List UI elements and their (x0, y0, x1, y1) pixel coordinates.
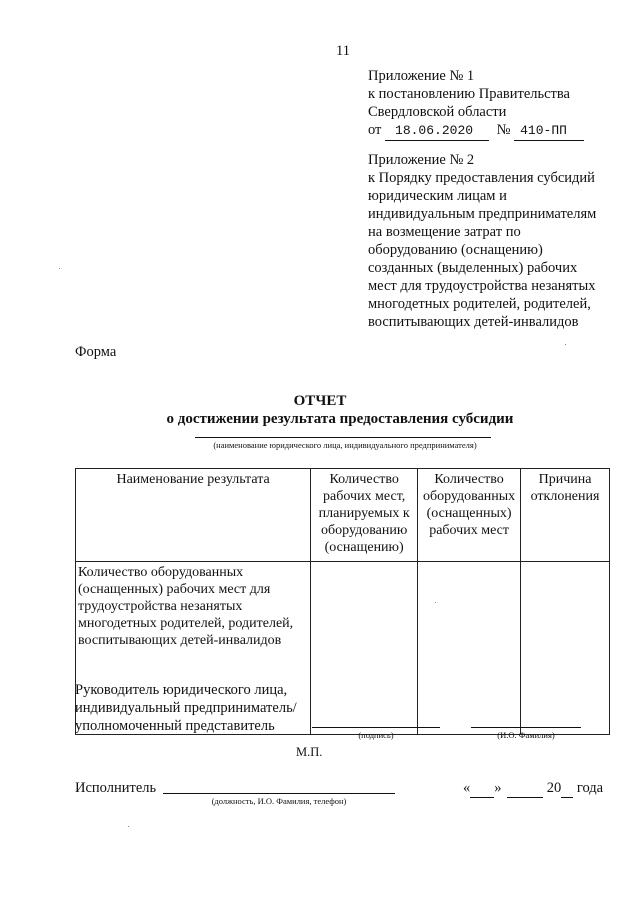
org-name-line (195, 437, 491, 438)
appendix2-line: созданных (выделенных) рабочих (368, 260, 578, 276)
year-blank (561, 779, 573, 798)
appendix2-line: Приложение № 2 (368, 152, 475, 168)
scan-speck (565, 344, 566, 345)
from-label: от (368, 122, 382, 138)
appendix2-block (368, 151, 596, 331)
scan-speck (59, 268, 60, 269)
appendix2-line: многодетных родителей, родителей, (368, 296, 591, 312)
seal-place: М.П. (296, 745, 323, 759)
cell-result-name: Количество оборудованных (оснащенных) рабочих мест для трудоустройства незанятых многодетных родителей, родителей, воспитывающих детей-инвалидов (76, 562, 311, 735)
date-block (463, 779, 603, 798)
scan-speck (435, 602, 436, 603)
report-subtitle: о достижении результата предоставления субсидии (166, 411, 514, 427)
decree-number: 410-ПП (514, 122, 584, 141)
form-label: Форма (75, 344, 117, 360)
appendix1-date-row (368, 121, 584, 141)
appendix2-line: к Порядку предоставления субсидий (368, 170, 595, 186)
org-name-caption: (наименование юридического лица, индивидуального предпринимателя) (213, 440, 477, 450)
executor-line (163, 793, 395, 794)
appendix2-line: индивидуальным предпринимателям (368, 206, 597, 222)
day-blank (470, 779, 494, 798)
date-quote-open: « (463, 780, 471, 796)
appendix2-line: оборудованию (оснащению) (368, 242, 543, 258)
header-planned-workplaces: Количество рабочих мест, планируемых к оборудованию (оснащению) (311, 469, 418, 562)
appendix2-line: мест для трудоустройства незанятых (368, 278, 596, 294)
signer-line3: уполномоченный представитель (75, 718, 275, 734)
cell-equipped (418, 562, 521, 735)
number-label: № (496, 122, 511, 138)
header-result-name: Наименование результата (76, 469, 311, 562)
executor-caption: (должность, И.О. Фамилия, телефон) (211, 796, 347, 806)
appendix1-line2: к постановлению Правительства (368, 86, 570, 102)
signature-line (312, 727, 440, 728)
appendix2-line: воспитывающих детей-инвалидов (368, 314, 579, 330)
decree-date: 18.06.2020 (385, 122, 489, 141)
page-number: 11 (336, 43, 350, 59)
name-line (471, 727, 581, 728)
scan-speck (128, 826, 129, 827)
executor-label: Исполнитель (75, 780, 157, 796)
cell-planned (311, 562, 418, 735)
year-prefix: 20 (546, 780, 562, 796)
signer-line1: Руководитель юридического лица, (75, 682, 288, 698)
header-equipped-workplaces: Количество оборудованных (оснащенных) рабочих мест (418, 469, 521, 562)
report-title: ОТЧЕТ (293, 393, 347, 409)
appendix2-line: на возмещение затрат по (368, 224, 521, 240)
month-blank (507, 779, 543, 798)
appendix1-line3: Свердловской области (368, 104, 507, 120)
date-quote-close: » (494, 780, 502, 796)
name-caption: (И.О. Фамилия) (497, 730, 555, 740)
header-deviation-reason: Причина отклонения (521, 469, 610, 562)
signature-caption: (подпись) (358, 730, 394, 740)
appendix1-title: Приложение № 1 (368, 68, 475, 84)
signer-line2: индивидуальный предприниматель/ (75, 700, 297, 716)
year-suffix: года (576, 780, 604, 796)
appendix2-line: юридическим лицам и (368, 188, 507, 204)
table-header-row (76, 469, 610, 562)
cell-reason (521, 562, 610, 735)
